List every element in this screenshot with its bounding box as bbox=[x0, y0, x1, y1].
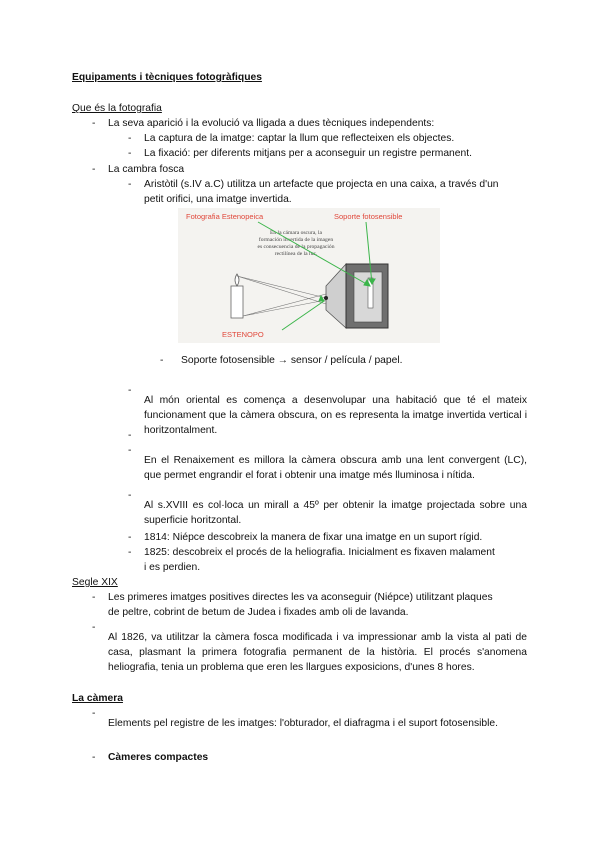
bullet-dash: - bbox=[128, 133, 132, 144]
figure-note-line: es consecuencia de la propagación bbox=[257, 244, 335, 250]
camera-obscura-figure bbox=[178, 208, 440, 343]
bullet-dash: - bbox=[92, 592, 96, 603]
paragraph: Al s.XVIII es col·loca un mirall a 45º per obtenir la imatge projectada sobre una superficie horitzontal. bbox=[144, 500, 527, 527]
page-title: Equipaments i tècniques fotogràfiques bbox=[72, 72, 262, 83]
figure-note-line: formación invertida de la imagen bbox=[258, 237, 334, 243]
list-item: La fixació: per diferents mitjans per a aconseguir un registre permanent. bbox=[144, 148, 472, 159]
list-item: Aristòtil (s.IV a.C) utilitza un artefacte que projecta en una caixa, a través d'un bbox=[144, 179, 499, 190]
bullet-dash: - bbox=[92, 164, 96, 175]
list-item: Les primeres imatges positives directes les va aconseguir (Niépce) utilitzant plaques bbox=[108, 592, 493, 603]
list-item: 1814: Niépce descobreix la manera de fixar una imatge en un suport rígid. bbox=[144, 532, 483, 543]
bullet-dash: - bbox=[92, 708, 96, 719]
bullet-dash: - bbox=[128, 445, 132, 456]
list-item: La captura de la imatge: captar la llum que reflecteixen els objectes. bbox=[144, 133, 455, 144]
section-heading-fotografia: Que és la fotografia bbox=[72, 103, 162, 114]
list-item-continuation: de peltre, cobrint de betum de Judea i fixades amb oli de lavanda. bbox=[108, 607, 409, 618]
bullet-dash: - bbox=[128, 430, 132, 441]
bullet-dash: - bbox=[128, 490, 132, 501]
pinhole bbox=[324, 296, 328, 300]
list-item-bold: Càmeres compactes bbox=[108, 752, 209, 763]
figure-label-right: Soporte fotosensible bbox=[334, 212, 403, 221]
bullet-dash: - bbox=[92, 622, 96, 633]
paragraph: Al món oriental es comença a desenvolupar una habitació que té el mateix funcionament que la càmera obscura, on es representa la imatge invertida vertical i horitzontalment. bbox=[144, 395, 527, 437]
section-heading-camera: La càmera bbox=[72, 693, 123, 704]
figure-caption: Soporte fotosensible → sensor / película / papel. bbox=[181, 355, 403, 366]
paragraph: Elements pel registre de les imatges: l'obturador, el diafragma i el suport fotosensible. bbox=[108, 718, 499, 730]
bullet-dash: - bbox=[128, 385, 132, 396]
paragraph: En el Renaixement es millora la càmera obscura amb una lent convergent (LC), que permet engrandir el forat i obtenir una imatge més lluminosa i nítida. bbox=[144, 455, 527, 482]
bullet-dash: - bbox=[128, 148, 132, 159]
figure-background bbox=[178, 208, 440, 343]
figure-note-line: rectilínea de la luz. bbox=[274, 251, 318, 257]
list-item-continuation: i es perdien. bbox=[144, 562, 201, 573]
list-item: La cambra fosca bbox=[108, 164, 185, 175]
bullet-dash: - bbox=[128, 547, 132, 558]
list-item: La seva aparició i la evolució va lligada a dues tècniques independents: bbox=[108, 118, 435, 129]
paragraph: Al 1826, va utilitzar la càmera fosca modificada i va impressionar amb la vista al pati de casa, plasmant la primera fotografia permanent de la història. El procés s'anomena heliografia, tenia un problema que eren les llargues exposicions, d'unes 8 hores. bbox=[108, 632, 527, 674]
figure-label-left: Fotografia Estenopeica bbox=[186, 212, 264, 221]
figure-label-bottom: ESTENOPO bbox=[222, 330, 264, 339]
figure-note-line: En la cámara oscura, la bbox=[269, 230, 323, 236]
list-item-continuation: petit orifici, una imatge invertida. bbox=[144, 194, 292, 205]
section-heading-segle-xix: Segle XIX bbox=[72, 577, 118, 588]
bullet-dash: - bbox=[128, 532, 132, 543]
bullet-dash: - bbox=[160, 355, 164, 366]
bullet-dash: - bbox=[128, 179, 132, 190]
bullet-dash: - bbox=[92, 118, 96, 129]
list-item: 1825: descobreix el procés de la heliografia. Inicialment es fixaven malament bbox=[144, 547, 495, 558]
bullet-dash: - bbox=[92, 752, 96, 763]
